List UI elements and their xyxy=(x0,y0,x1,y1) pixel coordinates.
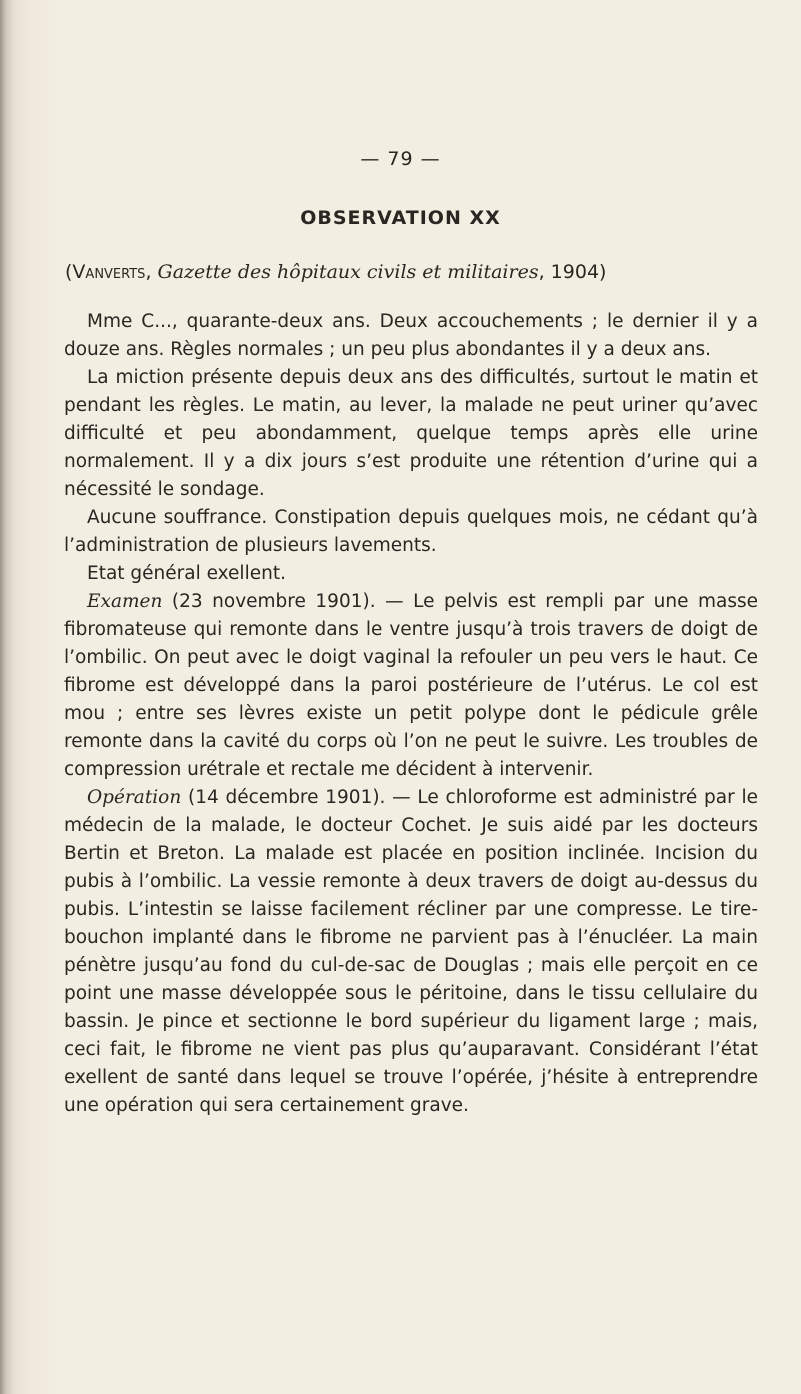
operation-text: (14 décembre 1901). — Le chloroforme est administré par le médecin de la malade, le docteur Cochet. Je suis aidé par les docteurs Bertin et Breton. La malade est placée en position inclinée. Incision du pubis à l’ombilic. La vessie remonte à deux travers de doigt au-dessus du pubis. L’intestin se laisse facilement récliner par une compresse. Le tire-bouchon implanté dans le fibrome ne parvient pas à l’énucléer. La main pénètre jusqu’au fond du cul-de-sac de Douglas ; mais elle perçoit en ce point une masse développée sous le péritoine, dans le tissu cellulaire du bassin. Je pince et sectionne le bord supérieur du ligament large ; mais, ceci fait, le fibrome ne vient pas plus qu’auparavant. Considérant l’état exellent de santé dans lequel se trouve l’opérée, j’hésite à entreprendre une opération qui sera certainement grave. xyxy=(64,787,758,1116)
body-text xyxy=(64,308,758,1120)
citation-open: ( xyxy=(65,261,73,283)
paragraph-examen xyxy=(64,588,758,784)
citation-sep: , xyxy=(145,261,158,283)
citation-year: , 1904) xyxy=(538,261,607,283)
citation xyxy=(65,261,765,283)
paragraph-etat: Etat général exellent. xyxy=(87,563,286,584)
paragraph-souffrance: Aucune souffrance. Constipation depuis quelques mois, ne cédant qu’à l’administration de plusieurs lavements. xyxy=(64,507,758,556)
paragraph-miction: La miction présente depuis deux ans des difficultés, surtout le matin et pendant les règles. Le matin, au lever, la malade ne peut uriner qu’avec difficulté et peu abondamment, quelque temps après elle urine normalement. Il y a dix jours s’est produite une rétention d’urine qui a nécessité le sondage. xyxy=(64,367,758,500)
paragraph-history: Mme C..., quarante-deux ans. Deux accouchements ; le dernier il y a douze ans. Règles normales ; un peu plus abondantes il y a deux ans. xyxy=(64,311,758,360)
observation-title: OBSERVATION XX xyxy=(300,207,501,229)
examen-text: (23 novembre 1901). — Le pelvis est rempli par une masse fibromateuse qui remonte dans le ventre jusqu’à trois travers de doigt de l’ombilic. On peut avec le doigt vaginal la refouler un peu vers le haut. Ce fibrome est développé dans la paroi postérieure de l’utérus. Le col est mou ; entre ses lèvres existe un petit polype dont le pédicule grêle remonte dans la cavité du corps où l’on ne peut le suivre. Les troubles de compression urétrale et rectale me décident à intervenir. xyxy=(64,591,758,780)
citation-journal: Gazette des hôpitaux civils et militaires xyxy=(157,261,539,283)
page-number: — 79 — xyxy=(360,148,441,170)
examen-label: Examen xyxy=(87,591,163,612)
paragraph-operation xyxy=(64,784,758,1120)
citation-author: Vanverts xyxy=(72,261,146,283)
operation-label: Opération xyxy=(87,787,182,808)
